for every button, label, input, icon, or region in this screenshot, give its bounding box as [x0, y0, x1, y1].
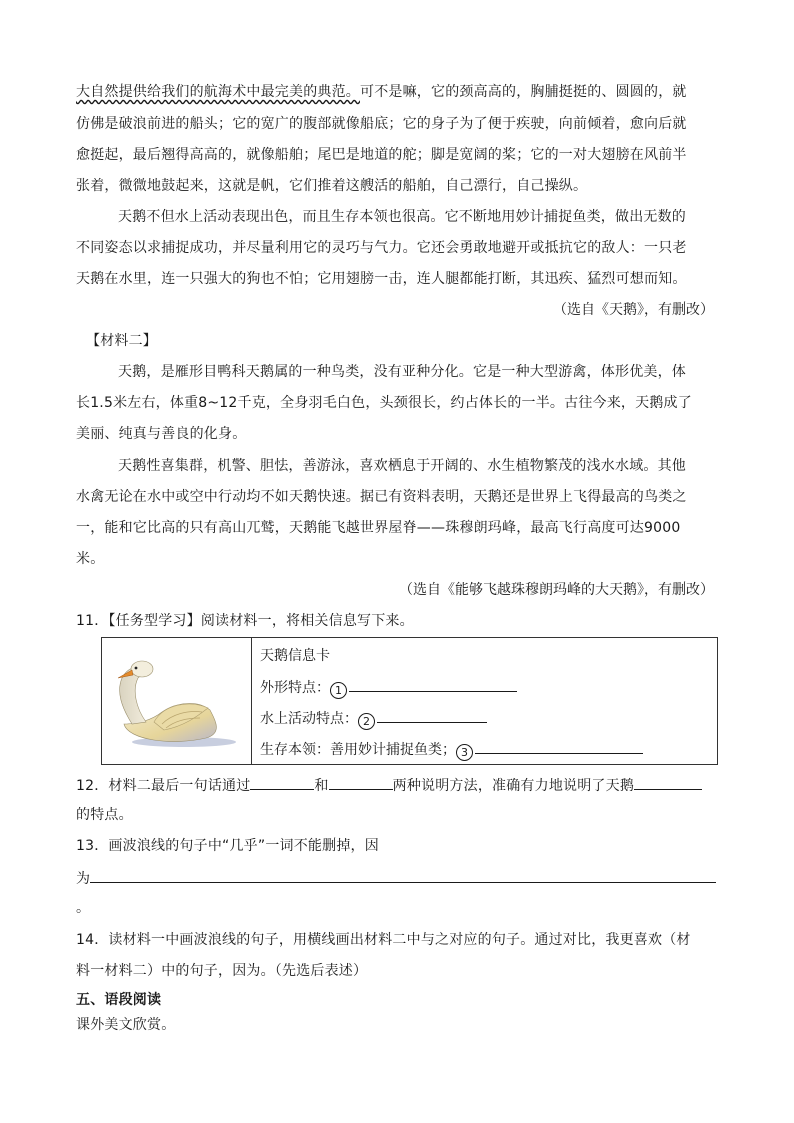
answer-blank-q12-2[interactable]	[329, 774, 393, 790]
passage-line-3: 愈挺起，最后翘得高高的，就像船舶；尾巴是地道的舵；脚是宽阔的桨；它的一对大翅膀在风前半	[76, 147, 687, 163]
material-2-line-1: 天鹅，是雁形目鸭科天鹅属的一种鸟类，没有亚种分化。它是一种大型游禽，体形优美，体	[118, 364, 686, 380]
material-2-heading: 【材料二】	[86, 333, 157, 349]
question-12-cont: 的特点。	[76, 807, 133, 823]
answer-blank-2[interactable]	[377, 707, 487, 723]
circled-number-3: 3	[456, 744, 473, 761]
question-12: 12．材料二最后一句话通过 和 两种说明方法，准确有力地说明了天鹅	[76, 774, 702, 796]
question-13: 13．画波浪线的句子中“几乎”一词不能删掉，因	[76, 838, 379, 854]
material-2-line-7: 米。	[76, 551, 105, 567]
wavy-sentence: 大自然提供给我们的航海术中最完美的典范。	[76, 84, 360, 100]
answer-blank-3[interactable]	[475, 738, 643, 754]
source-material-2: （选自《能够飞越珠穆朗玛峰的大天鹅》，有删改）	[399, 582, 714, 598]
material-2-line-2: 长1.5米左右，体重8~12千克，全身羽毛白色，头颈很长，约占体长的一半。古往今来，天鹅成了	[76, 395, 692, 411]
answer-blank-q12-3[interactable]	[634, 774, 702, 790]
section-5-heading: 五、语段阅读	[76, 992, 162, 1008]
answer-blank-1[interactable]	[349, 676, 517, 692]
circled-number-2: 2	[358, 713, 375, 730]
card-title: 天鹅信息卡	[260, 648, 330, 664]
section-5-sub: 课外美文欣赏。	[76, 1017, 176, 1033]
passage-line-7: 天鹅在水里，连一只强大的狗也不怕；它用翅膀一击，连人腿都能打断，其迅疾、猛烈可想而知。	[76, 271, 687, 287]
source-material-1: （选自《天鹅》，有删改）	[553, 302, 714, 318]
passage-line-4: 张着，微微地鼓起来，这就是帆，它们推着这艘活的船舶，自己漂行，自己操纵。	[76, 178, 588, 194]
material-2-line-4: 天鹅性喜集群，机警、胆怯，善游泳，喜欢栖息于开阔的、水生植物繁茂的浅水水域。其他	[118, 458, 686, 474]
answer-blank-q12-1[interactable]	[250, 774, 314, 790]
swan-info-card	[101, 637, 718, 765]
question-14: 14．读材料一中画波浪线的句子，用横线画出材料二中与之对应的句子。通过对比，我更喜欢（材	[76, 932, 691, 948]
passage-line-2: 仿佛是破浪前进的船头；它的宽广的腹部就像船底；它的身子为了便于疾驶，向前倾着，愈向后就	[76, 116, 687, 132]
question-14-cont: 料一材料二）中的句子，因为。（先选后表述）	[76, 963, 368, 979]
question-13-end: 。	[76, 900, 91, 916]
question-13-cont: 为	[76, 867, 716, 889]
question-11: 11．【任务型学习】阅读材料一，将相关信息写下来。	[76, 613, 414, 629]
material-2-line-5: 水禽无论在水中或空中行动均不如天鹅快速。据已有资料表明，天鹅还是世界上飞得最高的鸟类之	[76, 489, 687, 505]
answer-blank-q13[interactable]	[90, 867, 716, 883]
material-2-line-6: 一，能和它比高的只有高山兀鹫，天鹅能飞越世界屋脊——珠穆朗玛峰，最高飞行高度可达9000	[76, 520, 681, 536]
swan-image	[102, 638, 252, 764]
material-2-line-3: 美丽、纯真与善良的化身。	[76, 426, 247, 442]
passage-line-1: 大自然提供给我们的航海术中最完美的典范。可不是嘛，它的颈高高的，胸脯挺挺的、圆圆的，就	[76, 84, 687, 100]
passage-line-5: 天鹅不但水上活动表现出色，而且生存本领也很高。它不断地用妙计捕捉鱼类，做出无数的	[118, 209, 686, 225]
card-row-survival: 生存本领：善用妙计捕捉鱼类； 3	[260, 738, 643, 761]
passage-line-6: 不同姿态以求捕捉成功，并尽量利用它的灵巧与气力。它还会勇敢地避开或抵抗它的敌人：一只老	[76, 240, 687, 256]
card-row-water-activity: 水上活动特点： 2	[260, 707, 487, 730]
card-row-appearance: 外形特点： 1	[260, 676, 517, 699]
circled-number-1: 1	[330, 682, 347, 699]
